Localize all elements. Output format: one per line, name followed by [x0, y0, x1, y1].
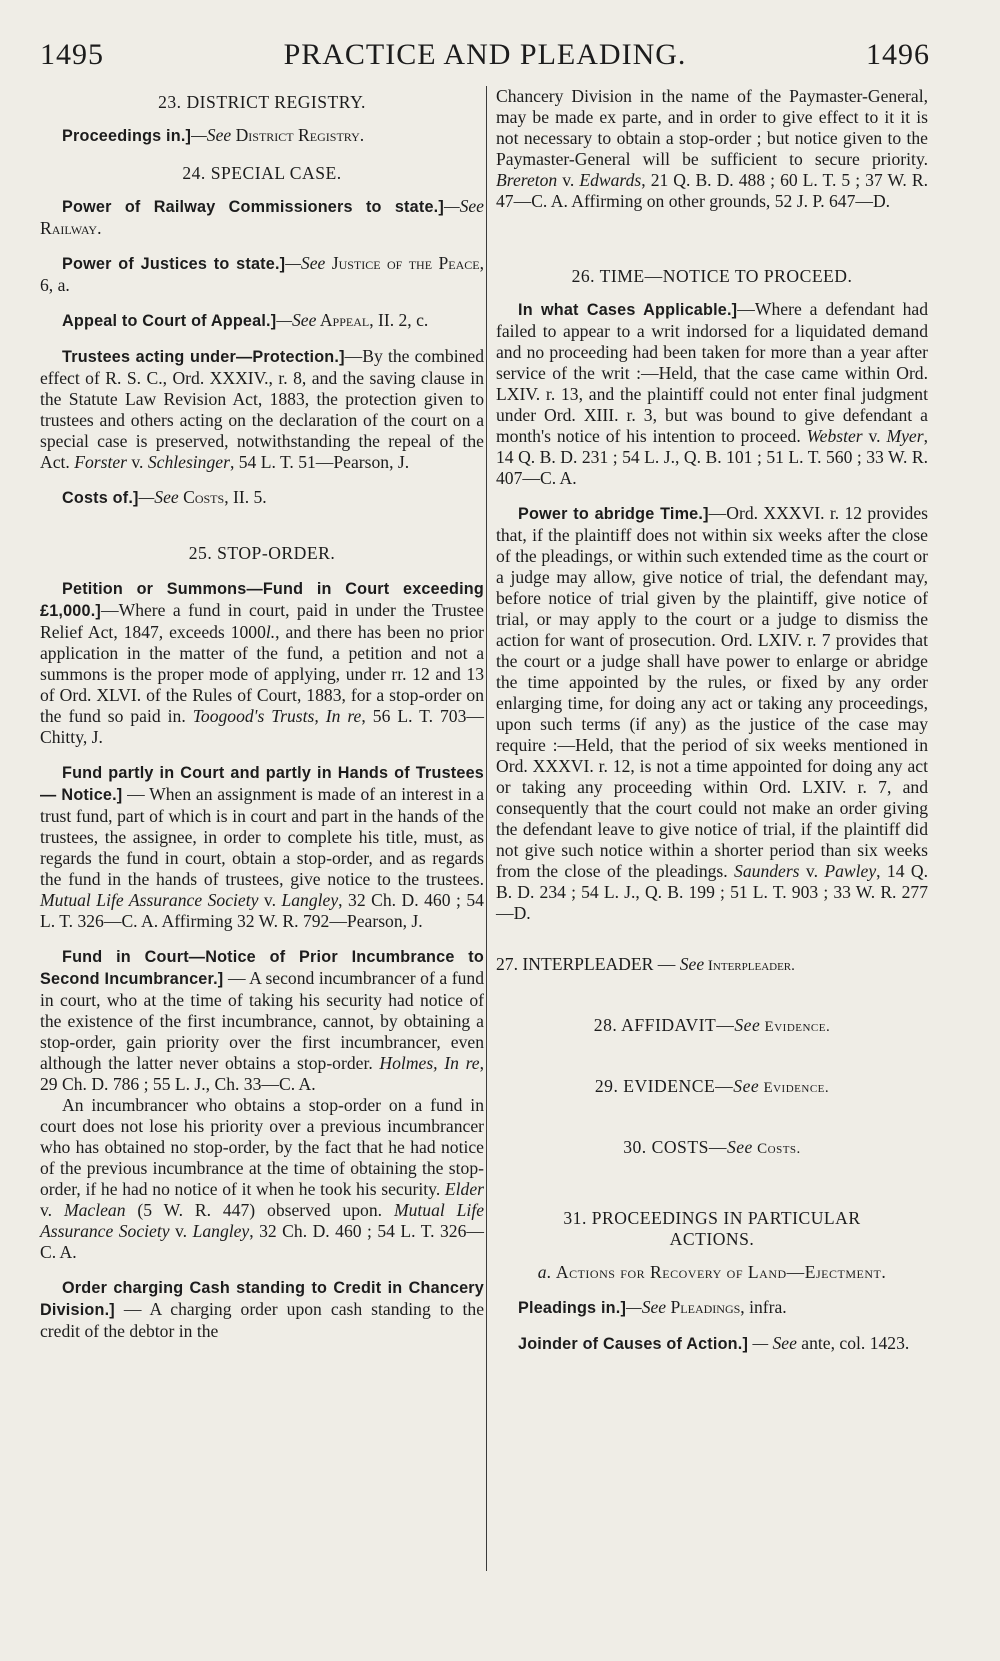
right-column-number: 1496 [866, 38, 930, 71]
right-column [496, 86, 928, 1355]
paragraph-trustees-acting: Trustees acting under—Protection.]—By the combined effect of R. S. C., Ord. XXXIV., r. 8, and the saving clause in the Statute Law Revision Act, 1883, the protection given to trustees and others acting on the declaration of the court on a special case is preserved, notwithstanding the repeal of the Act. Forster v. Schlesinger, 54 L. T. 51—Pearson, J. [40, 346, 484, 472]
paragraph-railway-commissioners: Power of Railway Commissioners to state.]—See Railway. [40, 196, 484, 238]
subsection-heading-recovery-of-land: a. Actions for Recovery of Land—Ejectment. [537, 1262, 887, 1282]
section-heading-time-notice: 26. TIME—NOTICE TO PROCEED. [571, 266, 853, 286]
section-heading-stop-order: 25. STOP-ORDER. [188, 543, 336, 563]
paragraph-proceedings-in: Proceedings in.]—See District Registry. [62, 125, 365, 145]
section-heading-proceedings-particular-actions: 31. PROCEEDINGS IN PARTICULAR ACTIONS. [563, 1208, 861, 1249]
paragraph-cases-applicable: In what Cases Applicable.]—Where a defendant had failed to appear to a writ indorsed for a liquidated demand and no proceeding had been taken for more than a year after service of the writ :—Held, that the case came within Ord. LXIV. r. 13, and the plaintiff could not enter final judgment under Ord. XIII. r. 3, but was bound to give defendant a month's notice of his intention to proceed. Webster v. Myer, 14 Q. B. D. 231 ; 54 L. J., Q. B. 101 ; 51 L. T. 560 ; 33 W. R. 407—C. A. [496, 299, 928, 488]
left-column-number: 1495 [40, 38, 104, 71]
page-title: PRACTICE AND PLEADING. [283, 38, 687, 71]
section-heading-interpleader: 27. INTERPLEADER — See Interpleader. [496, 954, 795, 974]
paragraph-costs-of: Costs of.]—See Costs, II. 5. [62, 487, 267, 507]
paragraph-pleadings-in: Pleadings in.]—See Pleadings, infra. [518, 1297, 787, 1317]
paragraph-order-charging-cash: Order charging Cash standing to Credit in Chancery Division.] — A charging order upon cash standing to the credit of the debtor in the [40, 1279, 484, 1341]
paragraph-petition-or-summons: Petition or Summons—Fund in Court exceeding £1,000.]—Where a fund in court, paid in under the Trustee Relief Act, 1847, exceeds 1000l., and there has been no prior application in the matter of the fund, a petition and not a summons is the proper mode of applying, under rr. 12 and 13 of Ord. XLVI. of the Rules of Court, 1883, for a stop-order on the fund so paid in. Toogood's Trusts, In re, 56 L. T. 703—Chitty, J. [40, 580, 484, 747]
column-divider [486, 86, 487, 1571]
paragraph-appeal-to-court: Appeal to Court of Appeal.]—See Appeal, II. 2, c. [62, 310, 429, 330]
section-heading-evidence: 29. EVIDENCE—See Evidence. [594, 1076, 830, 1096]
section-heading-district-registry: 23. DISTRICT REGISTRY. [158, 92, 366, 112]
page-header [40, 38, 930, 78]
section-heading-costs: 30. COSTS—See Costs. [623, 1137, 801, 1157]
paragraph-incumbrancer-priority: An incumbrancer who obtains a stop-order on a fund in court does not lose his priority over a previous incumbrancer who has obtained no stop-order, by the fact that he had notice of the previous incumbrance at the time of obtaining the stop-order, if he had no notice of it when he took his security. Elder v. Maclean (5 W. R. 447) observed upon. Mutual Life Assurance Society v. Langley, 32 Ch. D. 460 ; 54 L. T. 326—C. A. [40, 1095, 485, 1262]
paragraph-power-to-abridge-time: Power to abridge Time.]—Ord. XXXVI. r. 12 provides that, if the plaintiff does not within six weeks after the close of the pleadings, or within such extended time as the court or a judge may allow, give notice of trial, the defendant may, before notice of trial given by the plaintiff, give notice of trial, or may apply to the court or a judge to dismiss the action for want of prosecution. Ord. LXIV. r. 7 provides that the court or a judge shall have power to enlarge or abridge the time appointed by the rules, or fixed by any order enlarging time, for doing any act or taking any proceedings, upon such terms (if any) as the justice of the case may require :—Held, that the period of six weeks mentioned in Ord. XXXVI. r. 12, is not a time appointed for doing any act or taking any proceeding within Ord. LXIV. r. 7, and consequently that the court could not make an order giving the defendant leave to give notice of trial, if the plaintiff did not give such notice within a shorter period than six weeks from the close of the pleadings. Saunders v. Pawley, 14 Q. B. D. 234 ; 54 L. J., Q. B. 199 ; 51 L. T. 903 ; 33 W. R. 277—D. [496, 503, 928, 923]
paragraph-power-of-justices: Power of Justices to state.]—See Justice of the Peace, 6, a. [40, 253, 484, 295]
section-heading-affidavit: 28. AFFIDAVIT—See Evidence. [593, 1015, 831, 1035]
left-column [40, 86, 484, 1342]
paragraph-chancery-continued: Chancery Division in the name of the Paymaster-General, may be made ex parte, and in order to give effect to it it is not necessary to obtain a stop-order ; but notice given to the Paymaster-General will be sufficient to secure priority. Brereton v. Edwards, 21 Q. B. D. 488 ; 60 L. T. 5 ; 37 W. R. 47—C. A. Affirming on other grounds, 52 J. P. 647—D. [496, 86, 928, 211]
paragraph-fund-partly-in-court: Fund partly in Court and partly in Hands of Trustees — Notice.] — When an assignment is made of an interest in a trust fund, part of which is in court and part in the hands of the trustees, the assignee, in order to complete his title, must, as regards the fund in court, obtain a stop-order, and as regards the fund in the hands of trustees, give notice to the trustees. Mutual Life Assurance Society v. Langley, 32 Ch. D. 460 ; 54 L. T. 326—C. A. Affirming 32 W. R. 792—Pearson, J. [40, 764, 484, 931]
paragraph-notice-of-prior-incumbrance: Fund in Court—Notice of Prior Incumbrance to Second Incumbrancer.] — A second incumbrancer of a fund in court, who at the time of taking his security had notice of the existence of the first incumbrance, cannot, by obtaining a stop-order, gain priority over the first incumbrancer, even although the latter never obtains a stop-order. Holmes, In re, 29 Ch. D. 786 ; 55 L. J., Ch. 33—C. A. [40, 948, 484, 1094]
paragraph-joinder-of-causes: Joinder of Causes of Action.] — See ante, col. 1423. [518, 1333, 910, 1353]
section-heading-special-case: 24. SPECIAL CASE. [182, 163, 342, 183]
